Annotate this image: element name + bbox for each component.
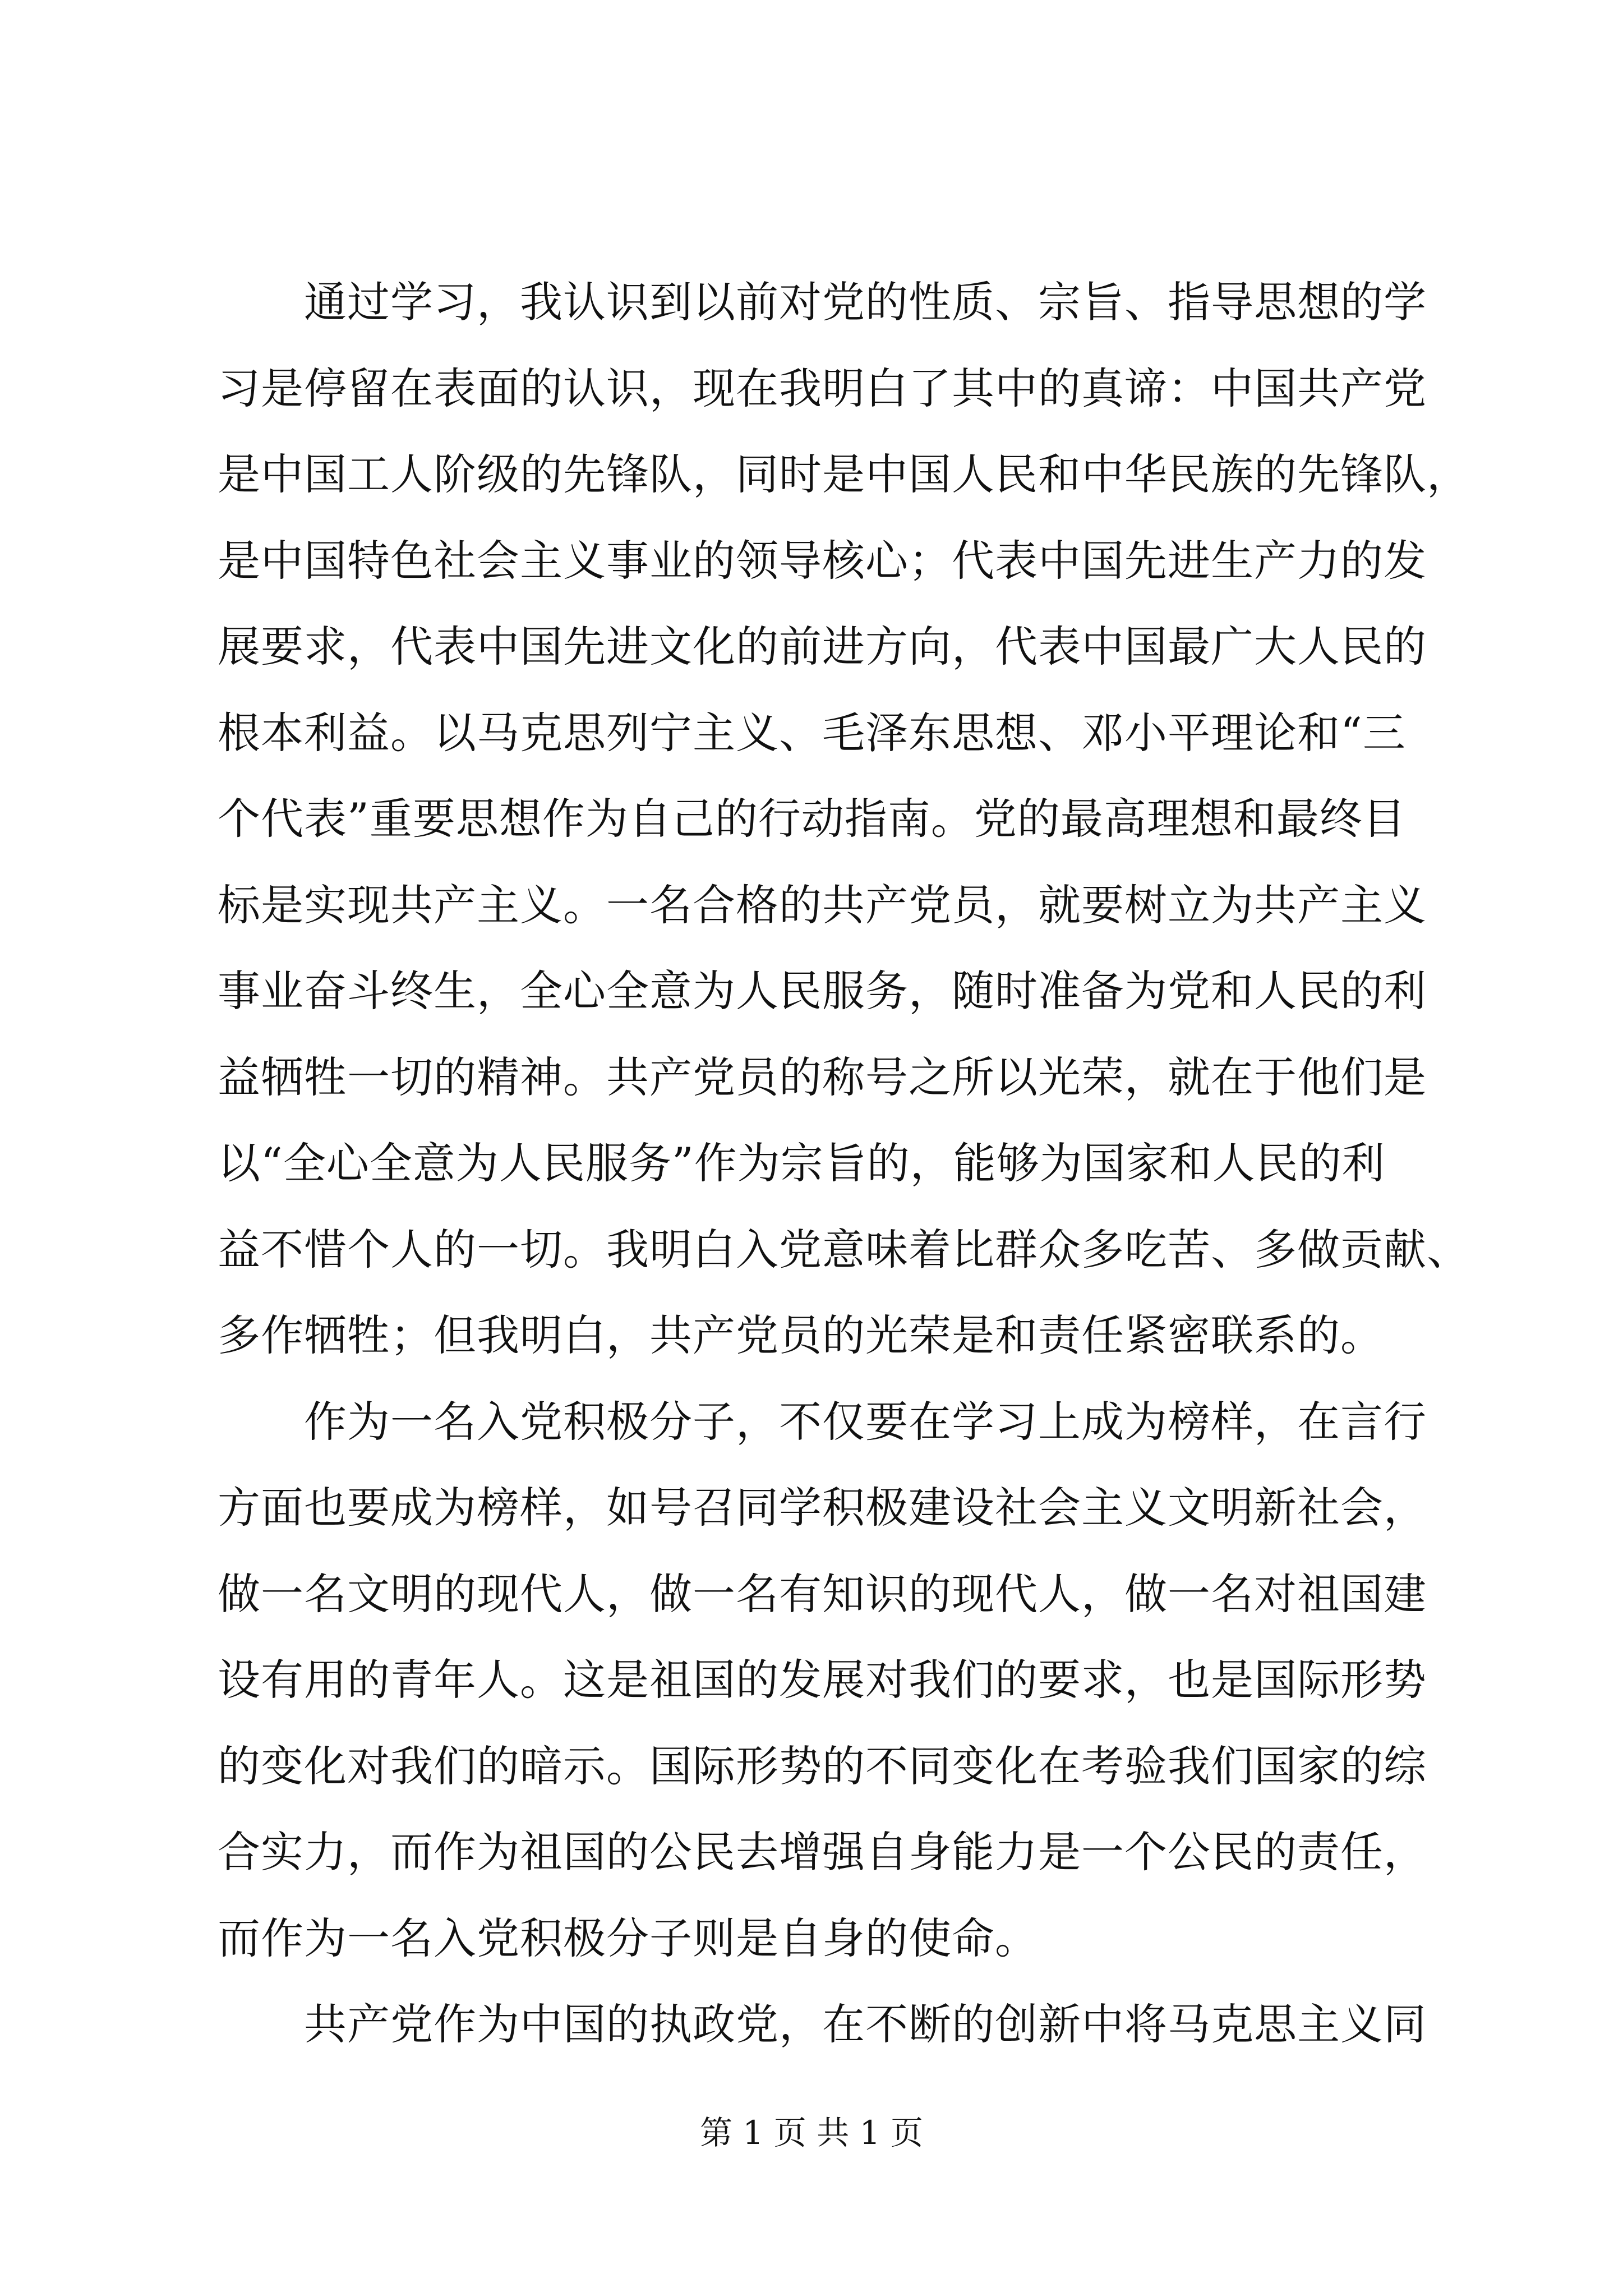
paragraph-1-line-13: 多作牺牲；但我明白，共产党员的光荣是和责任紧密联系的。: [218, 1310, 1384, 1360]
paragraph-3-line-1: 共产党作为中国的执政党，在不断的创新中将马克思主义同: [304, 1999, 1427, 2049]
paragraph-1-line-6: 根本利益。以马克思列宁主义、毛泽东思想、邓小平理论和“三: [218, 707, 1406, 758]
document-body: [218, 259, 1470, 2068]
paragraph-1-line-3: 是中国工人阶级的先锋队，同时是中国人民和中华民族的先锋队，: [218, 449, 1470, 499]
paragraph-2-line-3: 做一名文明的现代人，做一名有知识的现代人，做一名对祖国建: [218, 1568, 1427, 1619]
paragraph-2-line-6: 合实力，而作为祖国的公民去增强自身能力是一个公民的责任，: [218, 1827, 1427, 1877]
paragraph-1-line-9: 事业奋斗终生，全心全意为人民服务，随时准备为党和人民的利: [218, 966, 1427, 1016]
paragraph-1-line-7: 个代表”重要思想作为自己的行动指南。党的最高理想和最终目: [218, 794, 1406, 844]
paragraph-1-line-1: 通过学习，我认识到以前对党的性质、宗旨、指导思想的学: [304, 277, 1427, 327]
paragraph-2-line-2: 方面也要成为榜样，如号召同学积极建设社会主义文明新社会，: [218, 1483, 1427, 1533]
paragraph-1-line-11: 以“全心全意为人民服务”作为宗旨的，能够为国家和人民的利: [218, 1138, 1385, 1188]
paragraph-1-line-10: 益牺牲一切的精神。共产党员的称号之所以光荣，就在于他们是: [218, 1052, 1427, 1102]
paragraph-2-line-7: 而作为一名入党积极分子则是自身的使命。: [218, 1913, 1038, 1963]
paragraph-2-line-1: 作为一名入党积极分子，不仅要在学习上成为榜样，在言行: [304, 1396, 1427, 1447]
paragraph-1-line-5: 展要求，代表中国先进文化的前进方向，代表中国最广大人民的: [218, 622, 1427, 671]
paragraph-2-line-5: 的变化对我们的暗示。国际形势的不同变化在考验我们国家的综: [218, 1741, 1427, 1791]
paragraph-2-line-4: 设有用的青年人。这是祖国的发展对我们的要求，也是国际形势: [218, 1655, 1427, 1705]
paragraph-1-line-12: 益不惜个人的一切。我明白入党意味着比群众多吃苦、多做贡献、: [218, 1224, 1470, 1274]
paragraph-1-line-2: 习是停留在表面的认识，现在我明白了其中的真谛：中国共产党: [218, 363, 1427, 413]
page-number-footer: 第 1 页 共 1 页: [700, 2114, 923, 2152]
paragraph-1-line-4: 是中国特色社会主义事业的领导核心；代表中国先进生产力的发: [218, 535, 1427, 586]
paragraph-1-line-8: 标是实现共产主义。一名合格的共产党员，就要树立为共产主义: [218, 880, 1427, 930]
